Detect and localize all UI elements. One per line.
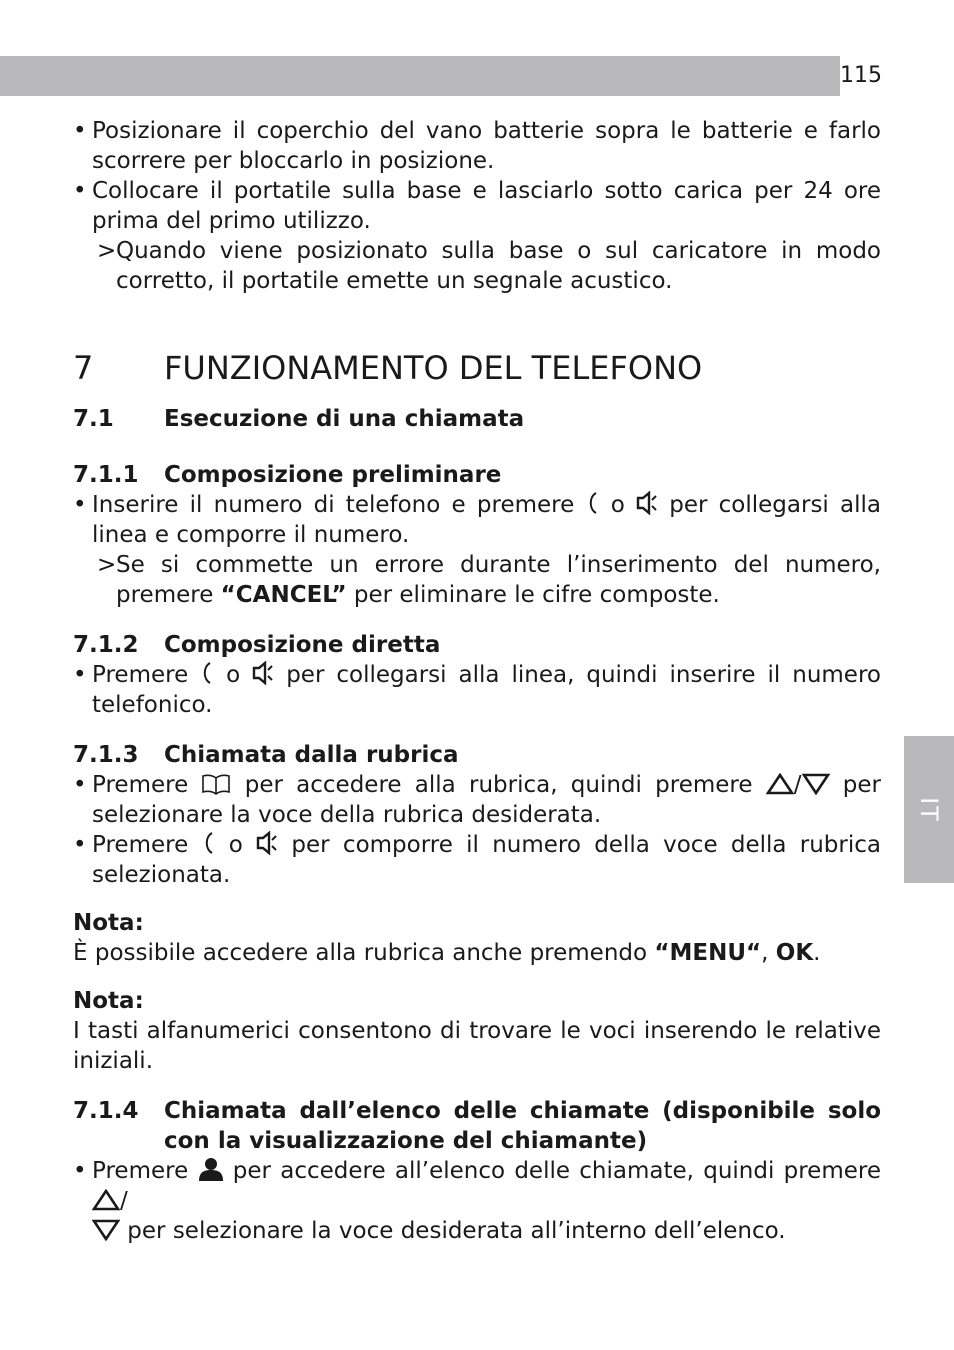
arrow-up-icon xyxy=(92,1189,120,1211)
speaker-icon xyxy=(256,831,278,855)
ok-key-label: OK xyxy=(775,940,814,966)
intro-bullet-1: • Posizionare il coperchio del vano batterie sopra le batterie e farlo scorrere per bloccarlo in posizione. xyxy=(73,116,881,176)
speaker-icon xyxy=(636,491,658,515)
language-tab xyxy=(904,736,954,883)
cancel-key-label: “CANCEL” xyxy=(220,582,347,608)
section-7-1-4-heading: 7.1.4 Chiamata dall’elenco delle chiamate (disponibile solo con la visualizzazione del chiamante) xyxy=(73,1098,881,1154)
note-2-label: Nota: xyxy=(73,988,144,1014)
section-7-1-2-heading: 7.1.2 Composizione diretta xyxy=(73,632,441,658)
section-7-1-2-bullet: • Premere o per collegarsi alla linea, quindi inserire il numero telefonico. xyxy=(73,660,881,720)
chapter-heading xyxy=(73,348,881,388)
page-content xyxy=(73,116,881,1246)
chapter-number: 7 xyxy=(73,349,94,387)
phone-talk-icon xyxy=(200,661,214,685)
phone-talk-icon xyxy=(202,831,216,855)
section-7-1-3-bullet-2: • Premere o per comporre il numero della voce della rubrica selezionata. xyxy=(73,830,881,890)
arrow-up-icon xyxy=(766,773,794,795)
section-7-1-3-bullet-1: • Premere per accedere alla rubrica, quindi premere / per selezionare la voce della rubrica desiderata. xyxy=(73,770,881,830)
page-number: 115 xyxy=(840,63,882,88)
note-2-text: I tasti alfanumerici consentono di trovare le voci inserendo le relative iniziali. xyxy=(73,1018,881,1074)
phonebook-icon xyxy=(201,773,231,795)
section-7-1-3-heading: 7.1.3 Chiamata dalla rubrica xyxy=(73,742,459,768)
menu-key-label: “MENU“ xyxy=(654,940,762,966)
section-7-1-1-bullet: • Inserire il numero di telefono e premere o per collegarsi alla linea e comporre il numero. xyxy=(73,490,881,550)
section-7-1-heading: 7.1 Esecuzione di una chiamata xyxy=(73,406,525,432)
section-7-1-1-heading: 7.1.1 Composizione preliminare xyxy=(73,462,502,488)
arrow-down-icon xyxy=(92,1219,120,1241)
arrow-down-icon xyxy=(802,773,830,795)
call-list-icon xyxy=(198,1157,224,1181)
note-1-text: È possibile accedere alla rubrica anche premendo “MENU“, OK. xyxy=(73,940,821,966)
section-7-1-1-result: > Se si commette un errore durante l’inserimento del numero, premere “CANCEL” per eliminare le cifre composte. xyxy=(97,552,881,608)
result-mark: > xyxy=(97,238,117,264)
chapter-title: FUNZIONAMENTO DEL TELEFONO xyxy=(164,349,703,387)
header-bar xyxy=(0,56,840,96)
intro-bullet-2: • Collocare il portatile sulla base e lasciarlo sotto carica per 24 ore prima del primo utilizzo. xyxy=(73,176,881,236)
speaker-icon xyxy=(252,661,274,685)
intro-result: > Quando viene posizionato sulla base o sul caricatore in modo corretto, il portatile emette un segnale acustico. xyxy=(97,238,881,294)
note-1-label: Nota: xyxy=(73,910,144,936)
language-tab-label: IT xyxy=(915,796,943,823)
phone-talk-icon xyxy=(586,491,600,515)
section-7-1-4-bullet: • Premere per accedere all’elenco delle chiamate, quindi premere / per selezionare la voce desiderata all’interno dell’elenco. xyxy=(73,1156,881,1246)
